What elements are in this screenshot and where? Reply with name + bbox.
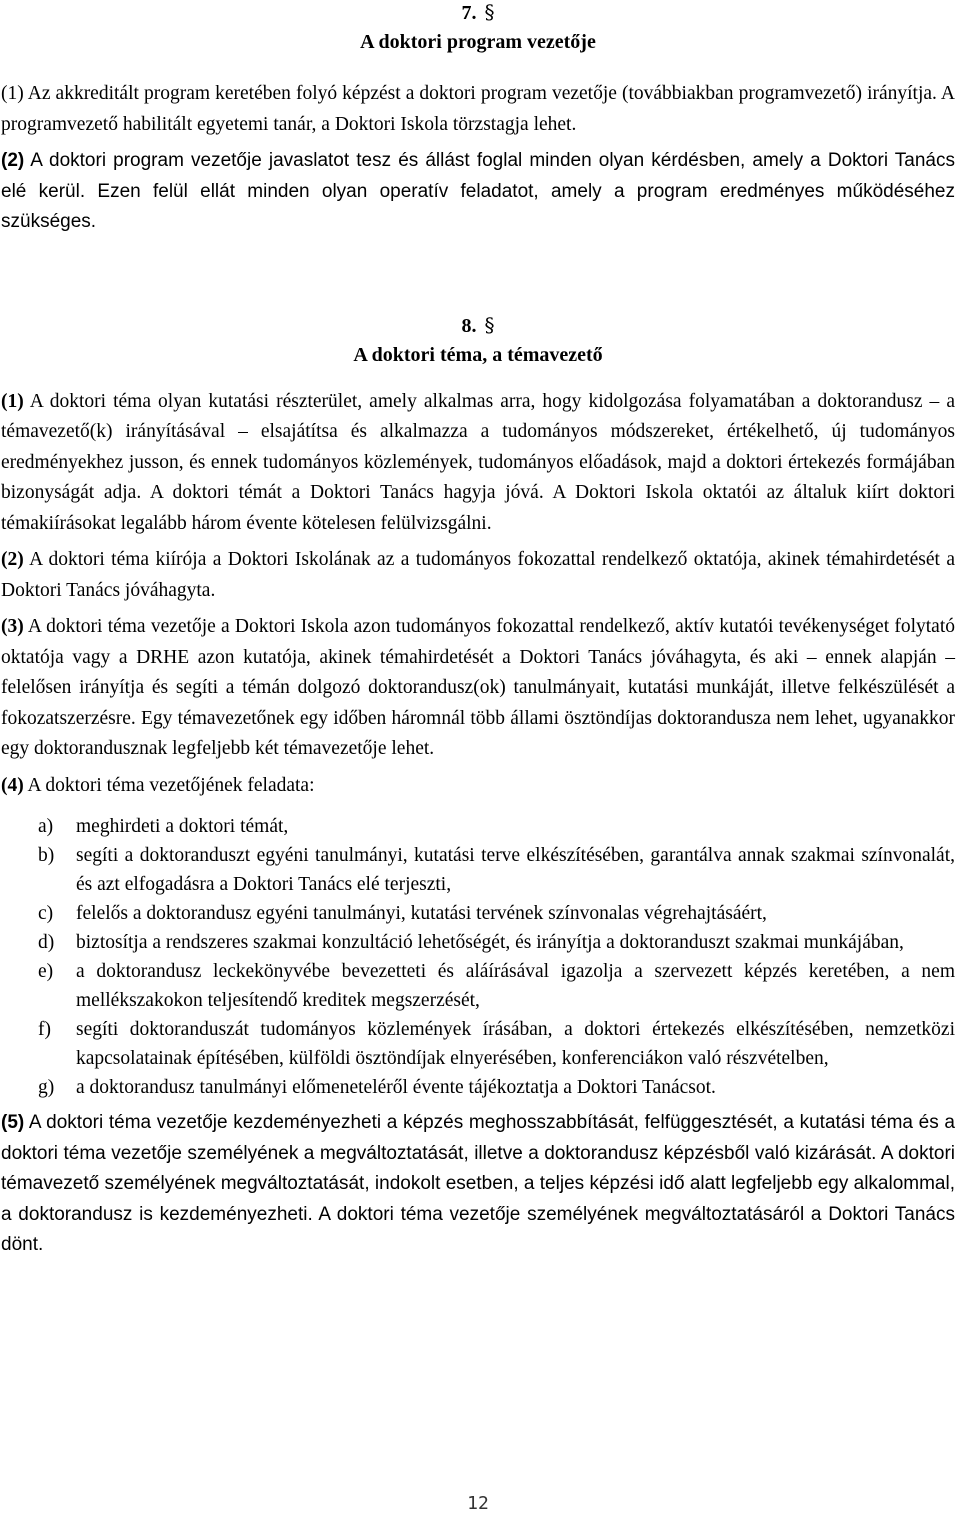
paragraph-number: (2) [1, 549, 24, 570]
section-7-paragraph-2 [1, 146, 955, 238]
list-item [1, 957, 955, 1015]
section-7-paragraph-1 [1, 79, 955, 140]
list-item [1, 1073, 955, 1102]
paragraph-text: Ezen felül ellát minden olyan operatív feladatot, amely a program eredményes működéséhez szükséges. [1, 180, 955, 232]
section-7-number: 7. § [461, 0, 495, 24]
paragraph-text: A doktori program vezetője javaslatot tesz és állást foglal minden olyan kérdésben, amely a Doktori Tanács elé kerül. [1, 150, 955, 202]
paragraph-number: (5) [1, 1112, 25, 1133]
paragraph-number: (1) [1, 83, 24, 104]
page-content [1, 0, 955, 1261]
list-item [1, 1015, 955, 1073]
section-8 [1, 311, 955, 1261]
list-item-label: d) [38, 932, 55, 953]
section-7-title: A doktori program vezetője [360, 31, 596, 53]
paragraph-text: A doktori téma olyan kutatási részterület, amely alkalmas arra, hogy kidolgozása folyamatában a doktorandusz – a témavezető(k) irányításával – elsajátítsa és alkalmazza a tudományos módszereket, értékelhető, új tudományos eredményekhez jusson, és ennek tudományos közlemények, tudományos előadások, majd a doktori értekezés formájában bizonyságát adja. A doktori témát a Doktori Tanács hagyja jóvá. A Doktori Iskola oktatói az általuk kiírt doktori témakiírásokat legalább három évente kötelesen felülvizsgálni. [1, 390, 955, 534]
paragraph-number: (2) [1, 150, 25, 171]
list-item-text: segíti a doktoranduszt egyéni tanulmányi, kutatási terve elkészítésében, garantálva annak szakmai színvonalát, és azt elfogadásra a Doktori Tanács elé terjeszti, [76, 845, 955, 895]
list-item-text: a doktorandusz tanulmányi előmeneteléről évente tájékoztatja a Doktori Tanácsot. [76, 1077, 716, 1098]
section-symbol: § [484, 312, 495, 337]
list-item-text: meghirdeti a doktori témát, [76, 816, 289, 837]
list-item-label: f) [38, 1019, 51, 1040]
list-item-text: segíti doktoranduszát tudományos közlemények írásában, a doktori értekezés elkészítésében, nemzetközi kapcsolatainak építésében, külföldi ösztöndíjak elnyerésében, konferenciákon való részvételben, [76, 1019, 955, 1069]
section-8-paragraph-3 [1, 612, 955, 765]
list-item-label: c) [38, 903, 54, 924]
paragraph-number: (1) [1, 390, 24, 412]
paragraph-number: (3) [1, 616, 24, 637]
list-item-text: a doktorandusz leckekönyvébe bevezetteti és aláírásával igazolja a szervezett képzés keretében, a nem mellékszakokon teljesítendő kreditek megszerzését, [76, 961, 955, 1011]
duties-list [1, 812, 955, 1102]
section-8-number: 8. § [461, 312, 495, 337]
list-item-text: biztosítja a rendszeres szakmai konzultáció lehetőségét, és irányítja a doktoranduszt szakmai munkájában, [76, 932, 904, 953]
paragraph-text: Az akkreditált program keretében folyó képzést a doktori program vezetője (továbbiakban programvezető) irányítja. A programvezető habilitált egyetemi tanár, a Doktori Iskola törzstagja lehet. [1, 83, 955, 135]
section-8-title: A doktori téma, a témavezető [353, 343, 603, 366]
page-number: 12 [467, 1493, 489, 1514]
list-item [1, 928, 955, 957]
section-8-paragraph-4 [1, 771, 955, 802]
section-8-paragraph-2 [1, 545, 955, 606]
list-item-label: a) [38, 816, 54, 837]
list-item [1, 841, 955, 899]
paragraph-text: A doktori téma vezetője kezdeményezheti a képzés meghosszabbítását, felfüggesztését, a kutatási téma és a doktori téma vezetője személyének a megváltoztatását, illetve a doktorandusz képzésből való kizárását. A doktori témavezető személyének megváltoztatását, indokolt esetben, a teljes képzési idő alatt legfeljebb egy alkalommal, a doktorandusz is kezdeményezheti. A doktori téma vezetője személyének megváltoztatásáról a Doktori Tanács dönt. [1, 1112, 955, 1255]
section-symbol: § [484, 0, 495, 24]
paragraph-text: A doktori téma vezetője a Doktori Iskola azon tudományos fokozattal rendelkező, aktív kutatói tevékenységet folytató oktatója vagy a DRHE azon kutatója, akinek témahirdetését a Doktori Tanács jóváhagyta, és aki – ennek alapján – felelősen irányítja és segíti a témán dolgozó doktorandusz(ok) tanulmányait, kutatási munkáját, illetve felkészülését a fokozatszerzésre. Egy témavezetőnek egy időben háromnál több állami ösztöndíjas doktorandusza nem lehet, ugyanakkor egy doktorandusznak legfeljebb két témavezetője lehet. [1, 616, 955, 759]
paragraph-number: (4) [1, 774, 24, 796]
section-8-paragraph-1 [1, 387, 955, 540]
list-item-label: b) [38, 845, 55, 866]
list-item-text: felelős a doktorandusz egyéni tanulmányi, kutatási tervének színvonalas végrehajtásáért, [76, 903, 767, 924]
list-item-label: g) [38, 1077, 55, 1098]
section-8-paragraph-5 [1, 1108, 955, 1261]
paragraph-text: A doktori téma kiírója a Doktori Iskolának az a tudományos fokozattal rendelkező oktatója, akinek témahirdetését a Doktori Tanács jóváhagyta. [1, 549, 955, 601]
list-item [1, 899, 955, 928]
list-item-label: e) [38, 961, 54, 982]
paragraph-text: A doktori téma vezetőjének feladata: [23, 774, 315, 796]
list-item [1, 812, 955, 841]
